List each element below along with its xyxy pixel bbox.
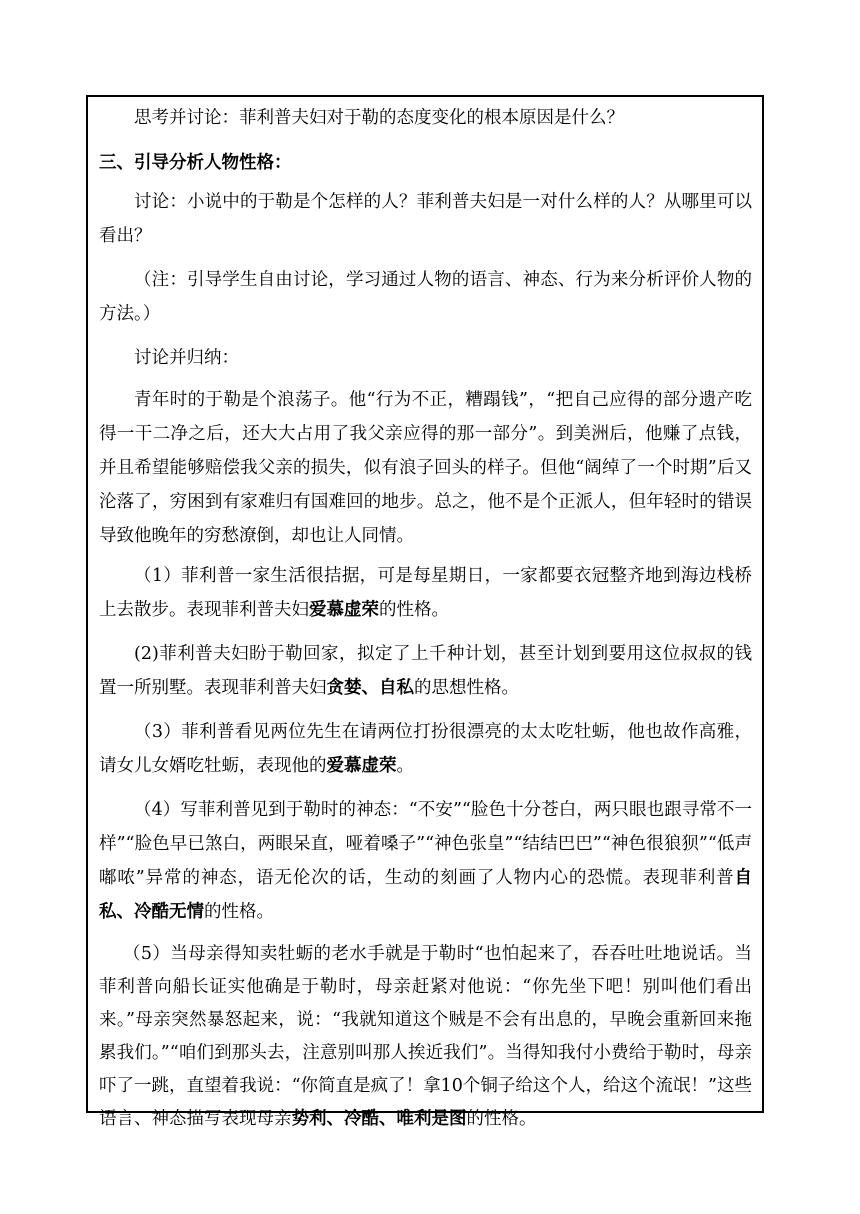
section-heading: 三、引导分析人物性格： (99, 153, 292, 173)
trait-3: 爱慕虚荣 (326, 756, 397, 776)
point-3: （3）菲利普看见两位先生在请两位打扮很漂亮的太太吃牡蛎，他也故作高雅，请女儿女婿吃牡蛎，表现他的爱慕虚荣。 (99, 722, 752, 776)
trait-5: 势利、冷酷、唯利是图 (291, 1109, 467, 1129)
julius-analysis: 青年时的于勒是个浪荡子。他“行为不正，糟蹋钱”，“把自己应得的部分遗产吃得一干二净之后，还大大占用了我父亲应得的那一部分”。到美洲后，他赚了点钱，并且希望能够赔偿我父亲的损失，似有浪子回头的样子。但他“阔绰了一个时期”后又沦落了，穷困到有家难归有国难回的地步。总之，他不是个正派人，但年轻时的错误导致他晚年的穷愁潦倒，却也让人同情。 (99, 390, 752, 546)
discussion-prompt: 讨论：小说中的于勒是个怎样的人？菲利普夫妇是一对什么样的人？从哪里可以看出？ (99, 192, 752, 246)
point-5: （5）当母亲得知卖牡蛎的老水手就是于勒时“也怕起来了，吞吞吐吐地说话。当菲利普向船长证实他确是于勒时，母亲赶紧对他说：“你先坐下吧！别叫他们看出来。”母亲突然暴怒起来，说：“我就知道这个贼是不会有出息的，早晚会重新回来拖累我们。”“咱们到那头去，注意别叫那人挨近我们”。当得知我付小费给于勒时，母亲吓了一跳，直望着我说：“你简直是疯了！拿10个铜子给这个人，给这个流氓！”这些语言、神态描写表现母亲势利、冷酷、唯利是图的性格。 (99, 944, 752, 1129)
trait-1: 爱慕虚荣 (309, 600, 379, 620)
summary-label: 讨论并归纳： (134, 348, 239, 368)
discussion-question: 思考并讨论：菲利普夫妇对于勒的态度变化的根本原因是什么？ (134, 108, 624, 128)
trait-4: 自私、冷酷无情 (99, 868, 752, 922)
teaching-note: （注：引导学生自由讨论，学习通过人物的语言、神态、行为来分析评价人物的方法。） (99, 270, 752, 324)
point-4: （4）写菲利普见到于勒时的神态：“不安”“脸色十分苍白，两只眼也跟寻常不一样”“脸色早已煞白，两眼呆直，哑着嗓子”“神色张皇”“结结巴巴”“神色很狼狈”“低声嘟哝”异常的神态，语无伦次的话，生动的刻画了人物内心的恐慌。表现菲利普自私、冷酷无情的性格。 (99, 800, 752, 922)
trait-2: 贪婪、自私 (326, 678, 414, 698)
point-2: (2)菲利普夫妇盼于勒回家，拟定了上千种计划，甚至计划到要用这位叔叔的钱置一所别墅。表现菲利普夫妇贪婪、自私的思想性格。 (99, 644, 752, 698)
content-frame (86, 95, 764, 1129)
point-1: （1）菲利普一家生活很拮据，可是每星期日，一家都要衣冠整齐地到海边栈桥上去散步。表现菲利普夫妇爱慕虚荣的性格。 (99, 566, 752, 620)
